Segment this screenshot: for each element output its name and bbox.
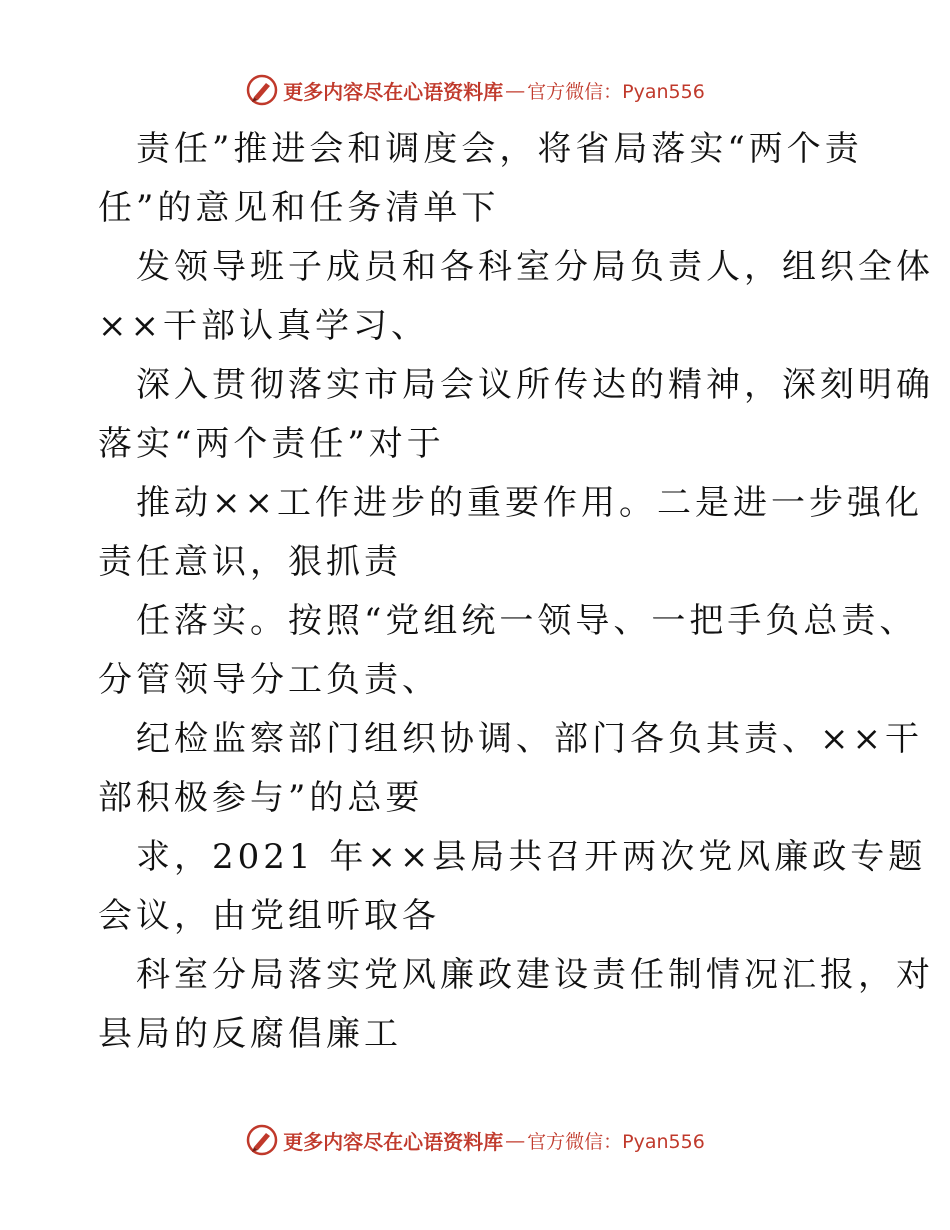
paragraph-line: 会议，由党组听取各 [98,896,440,936]
paragraph-line: 落实“两个责任”对于 [98,424,445,464]
banner-separator: — [505,1128,526,1152]
paragraph-line: 分管领导分工负责、 [98,660,440,700]
paragraph-line: 任”的意见和任务清单下 [98,188,500,228]
paragraph-line: 责任意识，狠抓责 [98,542,402,582]
paragraph-line: 纪检监察部门组织协调、部门各负其责、××干 [136,719,923,759]
banner-site-text: 更多内容尽在心语资料库 [283,1129,504,1154]
pen-logo-icon [245,73,279,107]
document-body [98,120,934,1064]
banner-wechat-text: 官方微信：Pyan556 [527,80,705,103]
paragraph-line: ××干部认真学习、 [98,306,429,346]
header-watermark [0,70,950,110]
paragraph-line: 推动××工作进步的重要作用。二是进一步强化 [136,483,923,523]
paragraph-line: 部积极参与”的总要 [98,778,424,818]
banner-separator: — [505,78,526,102]
banner-site-text: 更多内容尽在心语资料库 [283,79,504,104]
footer-watermark [0,1120,950,1160]
paragraph-line: 发领导班子成员和各科室分局负责人，组织全体 [136,247,934,287]
paragraph-line: 任落实。按照“党组统一领导、一把手负总责、 [136,601,918,641]
paragraph-line: 深入贯彻落实市局会议所传达的精神，深刻明确 [136,365,934,405]
paragraph-line: 求，2021 年××县局共召开两次党风廉政专题 [136,837,927,877]
paragraph-line: 责任”推进会和调度会，将省局落实“两个责 [136,129,863,169]
banner-wechat-text: 官方微信：Pyan556 [527,1130,705,1153]
paragraph-line: 科室分局落实党风廉政建设责任制情况汇报，对 [136,955,934,995]
pen-logo-icon [245,1123,279,1157]
paragraph-line: 县局的反腐倡廉工 [98,1014,402,1054]
